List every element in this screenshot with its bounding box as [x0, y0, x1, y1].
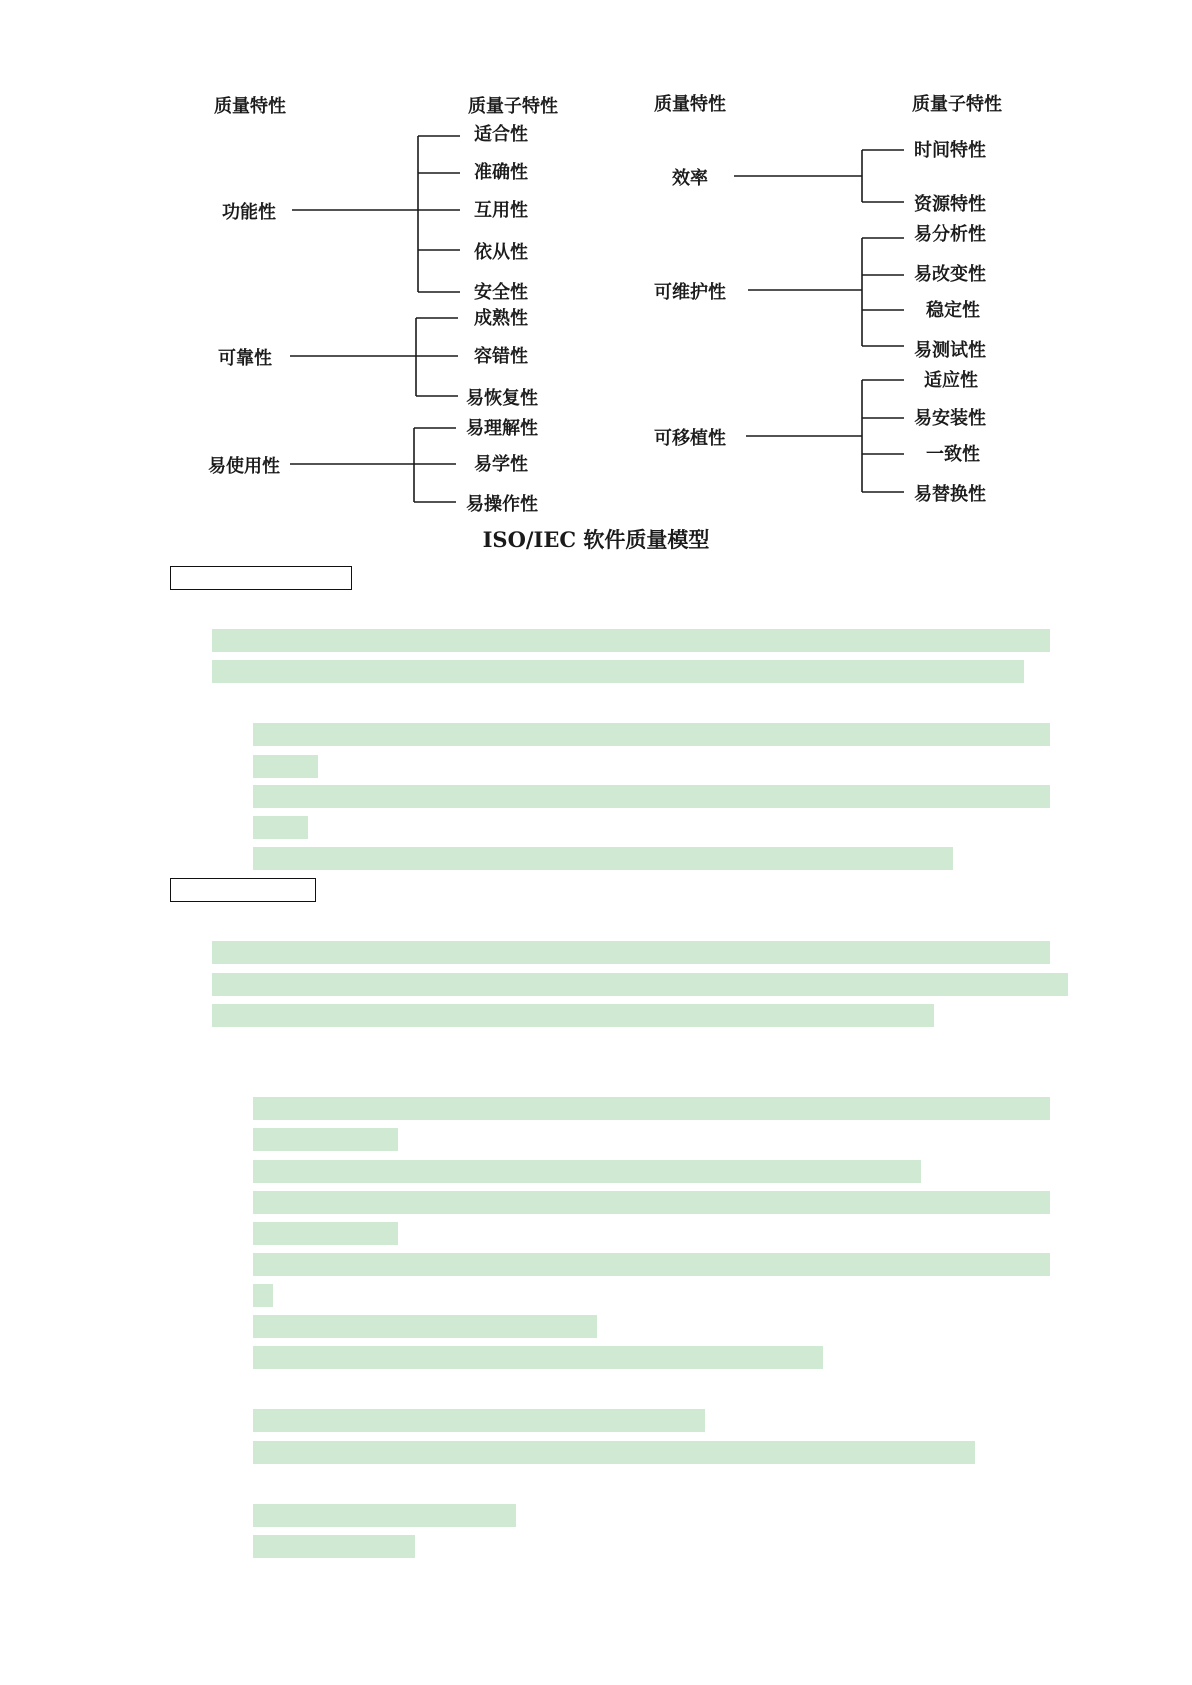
redacted-text-line — [212, 660, 1024, 683]
characteristic-reliability: 可靠性 — [218, 348, 272, 369]
sub-compliance: 依从性 — [474, 242, 528, 263]
characteristic-efficiency: 效率 — [672, 168, 708, 189]
characteristic-usability: 易使用性 — [208, 456, 280, 477]
sub-fault-tolerance: 容错性 — [474, 346, 528, 367]
sub-time-behaviour: 时间特性 — [914, 140, 986, 161]
sub-adaptability: 适应性 — [924, 370, 978, 391]
sub-security: 安全性 — [474, 282, 528, 303]
redacted-text-line — [253, 1284, 273, 1307]
header-right-subcharacteristic: 质量子特性 — [912, 94, 1002, 115]
sub-installability: 易安装性 — [914, 408, 986, 429]
sub-conformance: 一致性 — [926, 444, 980, 465]
sub-stability: 稳定性 — [926, 300, 980, 321]
redacted-text-line — [253, 1160, 921, 1183]
redacted-text-line — [253, 1535, 415, 1558]
redacted-text-line — [253, 1128, 398, 1151]
header-left-characteristic: 质量特性 — [214, 96, 286, 117]
redacted-text-line — [253, 816, 308, 839]
sub-replaceability: 易替换性 — [914, 484, 986, 505]
characteristic-functionality: 功能性 — [222, 202, 276, 223]
sub-learnability: 易学性 — [474, 454, 528, 475]
header-left-subcharacteristic: 质量子特性 — [468, 96, 558, 117]
redacted-text-line — [253, 1097, 1050, 1120]
redacted-text-line — [253, 785, 1050, 808]
redacted-text-line — [253, 1315, 597, 1338]
sub-analysability: 易分析性 — [914, 224, 986, 245]
redacted-text-line — [253, 723, 1050, 746]
section-heading-box — [170, 566, 352, 590]
redacted-text-line — [253, 1409, 705, 1432]
sub-understandability: 易理解性 — [466, 418, 538, 439]
redacted-text-line — [253, 847, 953, 870]
quality-model-tree-lines — [0, 0, 1192, 560]
sub-suitability: 适合性 — [474, 124, 528, 145]
sub-changeability: 易改变性 — [914, 264, 986, 285]
redacted-text-line — [212, 973, 1068, 996]
redacted-text-line — [253, 1441, 975, 1464]
redacted-text-line — [253, 1346, 823, 1369]
sub-testability: 易测试性 — [914, 340, 986, 361]
redacted-text-line — [212, 941, 1050, 964]
sub-operability: 易操作性 — [466, 494, 538, 515]
characteristic-maintainability: 可维护性 — [654, 282, 726, 303]
sub-resource-behaviour: 资源特性 — [914, 194, 986, 215]
redacted-text-line — [253, 1191, 1050, 1214]
header-right-characteristic: 质量特性 — [654, 94, 726, 115]
sub-recoverability: 易恢复性 — [466, 388, 538, 409]
section-heading-box — [170, 878, 316, 902]
redacted-text-line — [253, 1253, 1050, 1276]
sub-accuracy: 准确性 — [474, 162, 528, 183]
redacted-text-line — [253, 1504, 516, 1527]
figure-caption: ISO/IEC 软件质量模型 — [482, 527, 710, 552]
sub-maturity: 成熟性 — [474, 308, 528, 329]
redacted-text-line — [212, 1004, 934, 1027]
redacted-text-line — [253, 1222, 398, 1245]
redacted-text-line — [253, 755, 318, 778]
sub-interoperability: 互用性 — [474, 200, 528, 221]
redacted-text-line — [212, 629, 1050, 652]
characteristic-portability: 可移植性 — [654, 428, 726, 449]
